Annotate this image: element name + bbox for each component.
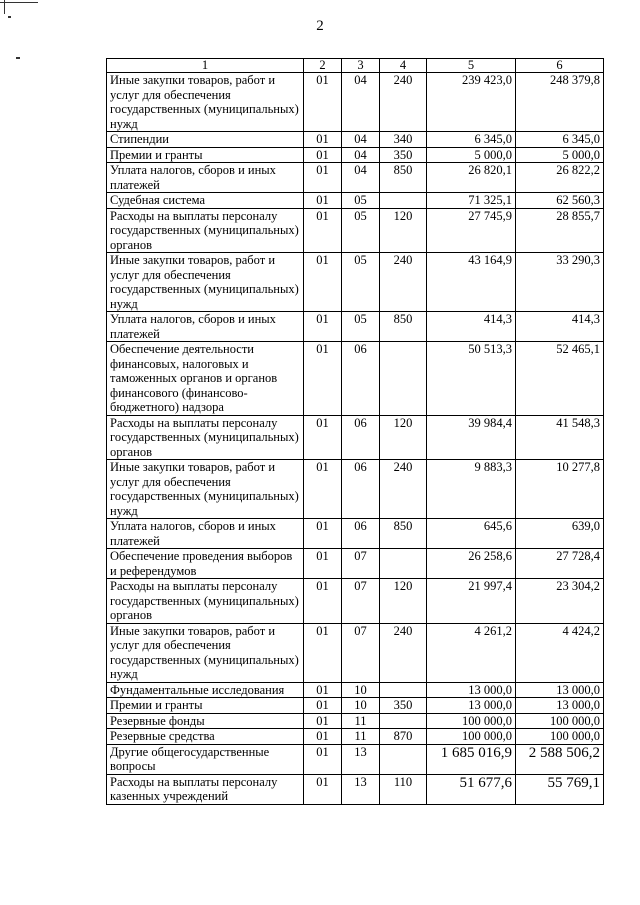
table-row (107, 698, 604, 714)
row-name-cell: Расходы на выплаты персоналу государственных (муниципальных) органов (107, 579, 304, 624)
expense-type-code-cell (380, 682, 427, 698)
expense-type-code-cell (380, 193, 427, 209)
table-row (107, 132, 604, 148)
amount-col6-cell: 2 588 506,2 (516, 744, 604, 774)
row-name-cell: Иные закупки товаров, работ и услуг для обеспечения государственных (муниципальных) нужд (107, 253, 304, 312)
section-code-cell: 01 (304, 163, 342, 193)
expense-type-code-cell: 240 (380, 253, 427, 312)
subsection-code-cell: 05 (342, 193, 380, 209)
expense-type-code-cell: 850 (380, 519, 427, 549)
row-name-cell: Расходы на выплаты персоналу казенных учреждений (107, 774, 304, 804)
amount-col6-cell: 100 000,0 (516, 729, 604, 745)
row-name-cell: Премии и гранты (107, 698, 304, 714)
row-name-cell: Обеспечение деятельности финансовых, налоговых и таможенных органов и органов финансового (финансово-бюджетного) надзора (107, 342, 304, 416)
amount-col5-cell: 9 883,3 (427, 460, 516, 519)
expense-type-code-cell: 120 (380, 415, 427, 460)
table-row (107, 549, 604, 579)
amount-col5-cell: 100 000,0 (427, 713, 516, 729)
subsection-code-cell: 04 (342, 147, 380, 163)
section-code-cell: 01 (304, 415, 342, 460)
section-code-cell: 01 (304, 774, 342, 804)
expense-type-code-cell: 350 (380, 698, 427, 714)
row-name-cell: Расходы на выплаты персоналу государственных (муниципальных) органов (107, 208, 304, 253)
section-code-cell: 01 (304, 579, 342, 624)
amount-col6-cell: 33 290,3 (516, 253, 604, 312)
amount-col6-cell: 55 769,1 (516, 774, 604, 804)
subsection-code-cell: 06 (342, 519, 380, 549)
subsection-code-cell: 05 (342, 312, 380, 342)
row-name-cell: Стипендии (107, 132, 304, 148)
table-row (107, 312, 604, 342)
amount-col6-cell: 100 000,0 (516, 713, 604, 729)
column-header: 1 (107, 59, 304, 73)
column-header: 6 (516, 59, 604, 73)
subsection-code-cell: 13 (342, 774, 380, 804)
amount-col5-cell: 26 258,6 (427, 549, 516, 579)
subsection-code-cell: 06 (342, 342, 380, 416)
amount-col5-cell: 5 000,0 (427, 147, 516, 163)
section-code-cell: 01 (304, 193, 342, 209)
amount-col6-cell: 639,0 (516, 519, 604, 549)
expense-type-code-cell (380, 549, 427, 579)
scan-mark (16, 57, 20, 59)
section-code-cell: 01 (304, 460, 342, 519)
subsection-code-cell: 07 (342, 549, 380, 579)
amount-col5-cell: 645,6 (427, 519, 516, 549)
row-name-cell: Иные закупки товаров, работ и услуг для обеспечения государственных (муниципальных) нужд (107, 460, 304, 519)
subsection-code-cell: 10 (342, 682, 380, 698)
amount-col5-cell: 39 984,4 (427, 415, 516, 460)
subsection-code-cell: 04 (342, 132, 380, 148)
amount-col6-cell: 27 728,4 (516, 549, 604, 579)
row-name-cell: Уплата налогов, сборов и иных платежей (107, 312, 304, 342)
section-code-cell: 01 (304, 729, 342, 745)
expense-type-code-cell: 240 (380, 73, 427, 132)
expense-type-code-cell: 120 (380, 208, 427, 253)
table-row (107, 342, 604, 416)
amount-col5-cell: 6 345,0 (427, 132, 516, 148)
budget-table-body (107, 59, 604, 805)
row-name-cell: Резервные средства (107, 729, 304, 745)
amount-col6-cell: 13 000,0 (516, 698, 604, 714)
amount-col5-cell: 414,3 (427, 312, 516, 342)
scan-edge-line-top (0, 2, 38, 3)
expense-type-code-cell: 340 (380, 132, 427, 148)
table-row (107, 713, 604, 729)
expense-type-code-cell: 870 (380, 729, 427, 745)
table-row (107, 253, 604, 312)
column-header: 5 (427, 59, 516, 73)
section-code-cell: 01 (304, 312, 342, 342)
row-name-cell: Уплата налогов, сборов и иных платежей (107, 163, 304, 193)
expense-type-code-cell: 850 (380, 163, 427, 193)
subsection-code-cell: 05 (342, 208, 380, 253)
amount-col6-cell: 26 822,2 (516, 163, 604, 193)
amount-col6-cell: 5 000,0 (516, 147, 604, 163)
table-row (107, 519, 604, 549)
amount-col6-cell: 41 548,3 (516, 415, 604, 460)
page-number: 2 (316, 18, 324, 34)
budget-table (106, 58, 604, 805)
row-name-cell: Судебная система (107, 193, 304, 209)
table-row (107, 682, 604, 698)
row-name-cell: Фундаментальные исследования (107, 682, 304, 698)
section-code-cell: 01 (304, 342, 342, 416)
amount-col6-cell: 4 424,2 (516, 623, 604, 682)
table-row (107, 579, 604, 624)
expense-type-code-cell: 240 (380, 460, 427, 519)
amount-col6-cell: 248 379,8 (516, 73, 604, 132)
amount-col6-cell: 10 277,8 (516, 460, 604, 519)
section-code-cell: 01 (304, 698, 342, 714)
amount-col5-cell: 100 000,0 (427, 729, 516, 745)
amount-col5-cell: 71 325,1 (427, 193, 516, 209)
section-code-cell: 01 (304, 549, 342, 579)
expense-type-code-cell: 850 (380, 312, 427, 342)
row-name-cell: Резервные фонды (107, 713, 304, 729)
table-row (107, 774, 604, 804)
section-code-cell: 01 (304, 73, 342, 132)
amount-col5-cell: 4 261,2 (427, 623, 516, 682)
expense-type-code-cell (380, 342, 427, 416)
table-row (107, 623, 604, 682)
table-row (107, 744, 604, 774)
amount-col6-cell: 28 855,7 (516, 208, 604, 253)
amount-col6-cell: 52 465,1 (516, 342, 604, 416)
subsection-code-cell: 13 (342, 744, 380, 774)
section-code-cell: 01 (304, 713, 342, 729)
table-row (107, 460, 604, 519)
subsection-code-cell: 10 (342, 698, 380, 714)
amount-col5-cell: 27 745,9 (427, 208, 516, 253)
amount-col6-cell: 6 345,0 (516, 132, 604, 148)
section-code-cell: 01 (304, 519, 342, 549)
amount-col6-cell: 23 304,2 (516, 579, 604, 624)
subsection-code-cell: 11 (342, 729, 380, 745)
table-row (107, 147, 604, 163)
column-header: 2 (304, 59, 342, 73)
section-code-cell: 01 (304, 208, 342, 253)
scan-edge-line-left (4, 0, 5, 14)
row-name-cell: Иные закупки товаров, работ и услуг для обеспечения государственных (муниципальных) нужд (107, 623, 304, 682)
expense-type-code-cell (380, 744, 427, 774)
table-row (107, 729, 604, 745)
amount-col6-cell: 62 560,3 (516, 193, 604, 209)
expense-type-code-cell: 110 (380, 774, 427, 804)
amount-col5-cell: 26 820,1 (427, 163, 516, 193)
column-header: 4 (380, 59, 427, 73)
row-name-cell: Уплата налогов, сборов и иных платежей (107, 519, 304, 549)
section-code-cell: 01 (304, 147, 342, 163)
section-code-cell: 01 (304, 623, 342, 682)
subsection-code-cell: 06 (342, 415, 380, 460)
subsection-code-cell: 11 (342, 713, 380, 729)
expense-type-code-cell: 350 (380, 147, 427, 163)
table-row (107, 73, 604, 132)
table-row (107, 415, 604, 460)
amount-col6-cell: 13 000,0 (516, 682, 604, 698)
table-row (107, 208, 604, 253)
subsection-code-cell: 04 (342, 163, 380, 193)
section-code-cell: 01 (304, 744, 342, 774)
section-code-cell: 01 (304, 132, 342, 148)
amount-col5-cell: 50 513,3 (427, 342, 516, 416)
column-header: 3 (342, 59, 380, 73)
row-name-cell: Другие общегосударственные вопросы (107, 744, 304, 774)
subsection-code-cell: 07 (342, 623, 380, 682)
amount-col5-cell: 43 164,9 (427, 253, 516, 312)
expense-type-code-cell (380, 713, 427, 729)
row-name-cell: Обеспечение проведения выборов и референдумов (107, 549, 304, 579)
row-name-cell: Премии и гранты (107, 147, 304, 163)
table-row (107, 163, 604, 193)
amount-col5-cell: 51 677,6 (427, 774, 516, 804)
amount-col5-cell: 21 997,4 (427, 579, 516, 624)
table-header-row (107, 59, 604, 73)
subsection-code-cell: 06 (342, 460, 380, 519)
row-name-cell: Расходы на выплаты персоналу государственных (муниципальных) органов (107, 415, 304, 460)
amount-col5-cell: 13 000,0 (427, 698, 516, 714)
table-row (107, 193, 604, 209)
subsection-code-cell: 04 (342, 73, 380, 132)
expense-type-code-cell: 240 (380, 623, 427, 682)
amount-col5-cell: 13 000,0 (427, 682, 516, 698)
section-code-cell: 01 (304, 253, 342, 312)
amount-col6-cell: 414,3 (516, 312, 604, 342)
row-name-cell: Иные закупки товаров, работ и услуг для обеспечения государственных (муниципальных) нужд (107, 73, 304, 132)
amount-col5-cell: 239 423,0 (427, 73, 516, 132)
expense-type-code-cell: 120 (380, 579, 427, 624)
subsection-code-cell: 05 (342, 253, 380, 312)
section-code-cell: 01 (304, 682, 342, 698)
amount-col5-cell: 1 685 016,9 (427, 744, 516, 774)
subsection-code-cell: 07 (342, 579, 380, 624)
